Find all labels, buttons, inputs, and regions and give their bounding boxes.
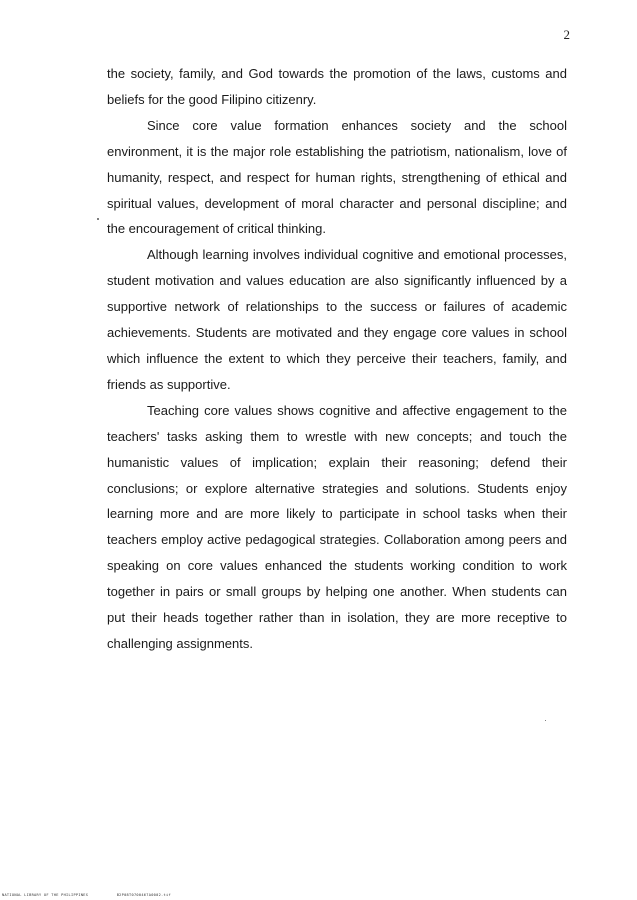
paragraph-core-value-formation: Since core value formation enhances society and the school environment, it is the major role establishing the patriotism, nationalism, love of humanity, respect, and respect for human rights, strengthening of ethical and spiritual values, development of moral character and personal discipline; and the encouragement of critical thinking. <box>107 117 567 237</box>
footer-library-name: NATIONAL LIBRARY OF THE PHILIPPINES <box>2 893 89 897</box>
footer-file-id: B2P08T0700467A0002.tif <box>116 893 171 897</box>
scan-speck <box>545 720 546 721</box>
page-number: 2 <box>563 27 570 42</box>
scan-speck <box>97 218 99 220</box>
scan-footer <box>2 893 171 897</box>
paragraph-learning-motivation: Although learning involves individual cognitive and emotional processes, student motivation and values education are also significantly influenced by a supportive network of relationships to the success or failures of academic achievements. Students are motivated and they engage core values in school which influence the extent to which they perceive their teachers, family, and friends as supportive. <box>107 247 567 392</box>
paragraph-continuation: the society, family, and God towards the promotion of the laws, customs and beliefs for the good Filipino citizenry. <box>107 66 567 107</box>
paragraph-teaching-core-values: Teaching core values shows cognitive and affective engagement to the teachers' tasks asking them to wrestle with new concepts; and touch the humanistic values of implication; explain their reasoning; defend their conclusions; or explore alternative strategies and solutions. Students enjoy learning more and are more likely to participate in school tasks when their teachers employ active pedagogical strategies. Collaboration among peers and speaking on core values enhanced the students working condition to work together in pairs or small groups by helping one another. When students can put their heads together rather than in isolation, they are more receptive to challenging assignments. <box>107 402 567 651</box>
document-body <box>107 61 567 657</box>
